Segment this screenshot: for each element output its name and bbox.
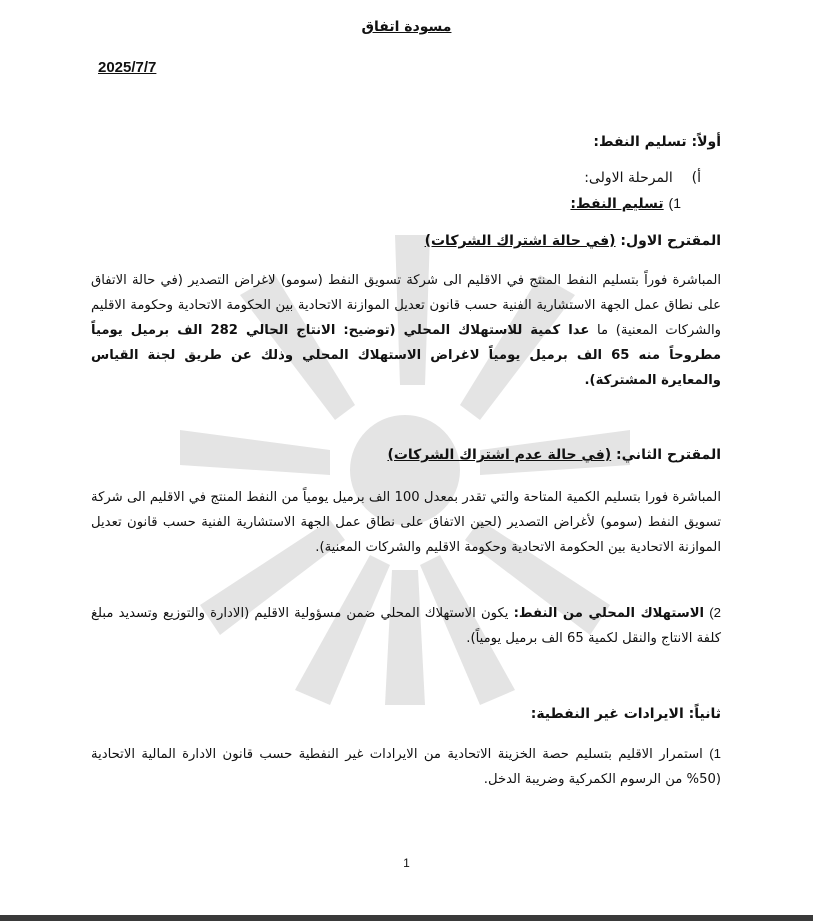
sub-item-a-marker: أ) bbox=[691, 170, 701, 186]
proposal-2-label: المقترح الثاني: bbox=[616, 447, 721, 463]
sub-item-a-label: المرحلة الاولى: bbox=[584, 170, 673, 186]
document-date: 2025/7/7 bbox=[98, 59, 157, 76]
section-heading-non-oil-revenue: ثانياً: الايرادات غير النفطية: bbox=[530, 706, 721, 722]
item-2-label: الاستهلاك المحلي من النفط: bbox=[513, 606, 705, 621]
proposal-2-heading bbox=[387, 447, 721, 463]
item-2-text: يكون الاستهلاك المحلي ضمن مسؤولية الاقليم (الادارة والتوزيع وتسديد مبلغ كلفة الانتاج والنقل لكمية 65 الف برميل يومياً). bbox=[91, 606, 721, 646]
proposal-2-qualifier: (في حالة عدم اشتراك الشركات) bbox=[387, 447, 612, 463]
proposal-1-heading bbox=[425, 233, 721, 249]
sub-item-1-marker: 1) bbox=[668, 195, 681, 211]
page-number: 1 bbox=[403, 856, 410, 870]
proposal-1-paragraph bbox=[91, 268, 721, 393]
section-2-item-1-text: استمرار الاقليم بتسليم حصة الخزينة الاتحادية من الايرادات غير النفطية حسب قانون الادارة المالية الاتحادية (50% من الرسوم الكمركية وضريبة الدخل. bbox=[91, 747, 721, 787]
proposal-1-label: المقترح الاول: bbox=[620, 233, 721, 249]
proposal-1-text: المباشرة فوراً بتسليم النفط المنتج في الاقليم الى شركة تسويق النفط (سومو) لاغراض التصدير (في حالة الاتفاق على نطاق عمل الجهة الاستشارية الفنية حسب قانون تعديل الموازنة الاتحادية بين الحكومة الاتحادية وحكومة الاقليم والشركات المعنية) ما bbox=[91, 273, 721, 338]
proposal-2-paragraph: المباشرة فورا بتسليم الكمية المتاحة والتي تقدر بمعدل 100 الف برميل يومياً من النفط المنتج في الاقليم الى شركة تسويق النفط (سومو) لأغراض التصدير (لحين الاتفاق على نطاق عمل الجهة الاستشارية الفنية حسب قانون تعديل الموازنة الاتحادية بين الحكومة الاتحادية وحكومة الاقليم والشركات المعنية). bbox=[91, 490, 721, 555]
window-bottom-edge bbox=[0, 915, 813, 921]
item-2-marker: 2) bbox=[709, 605, 721, 620]
proposal-1-bold-text: عدا كمية للاستهلاك المحلي (توضيح: الانتاج الحالي 282 الف برميل يومياً مطروحاً منه 65 الف برميل يومياً لاغراض الاستهلاك المحلي وذلك عن طريق لجنة القياس والمعايرة المشتركة). bbox=[91, 323, 721, 388]
sub-item-1 bbox=[570, 195, 681, 212]
item-2-local-consumption bbox=[91, 600, 721, 651]
section-heading-oil-delivery: أولاً: تسليم النفط: bbox=[593, 134, 721, 150]
proposal-1-qualifier: (في حالة اشتراك الشركات) bbox=[424, 233, 616, 249]
section-2-item-1 bbox=[91, 741, 721, 792]
document-title: مسودة اتفاق bbox=[361, 19, 452, 35]
sub-item-a bbox=[584, 170, 701, 186]
sub-item-1-label: تسليم النفط: bbox=[570, 196, 664, 212]
section-2-item-1-marker: 1) bbox=[709, 746, 721, 761]
